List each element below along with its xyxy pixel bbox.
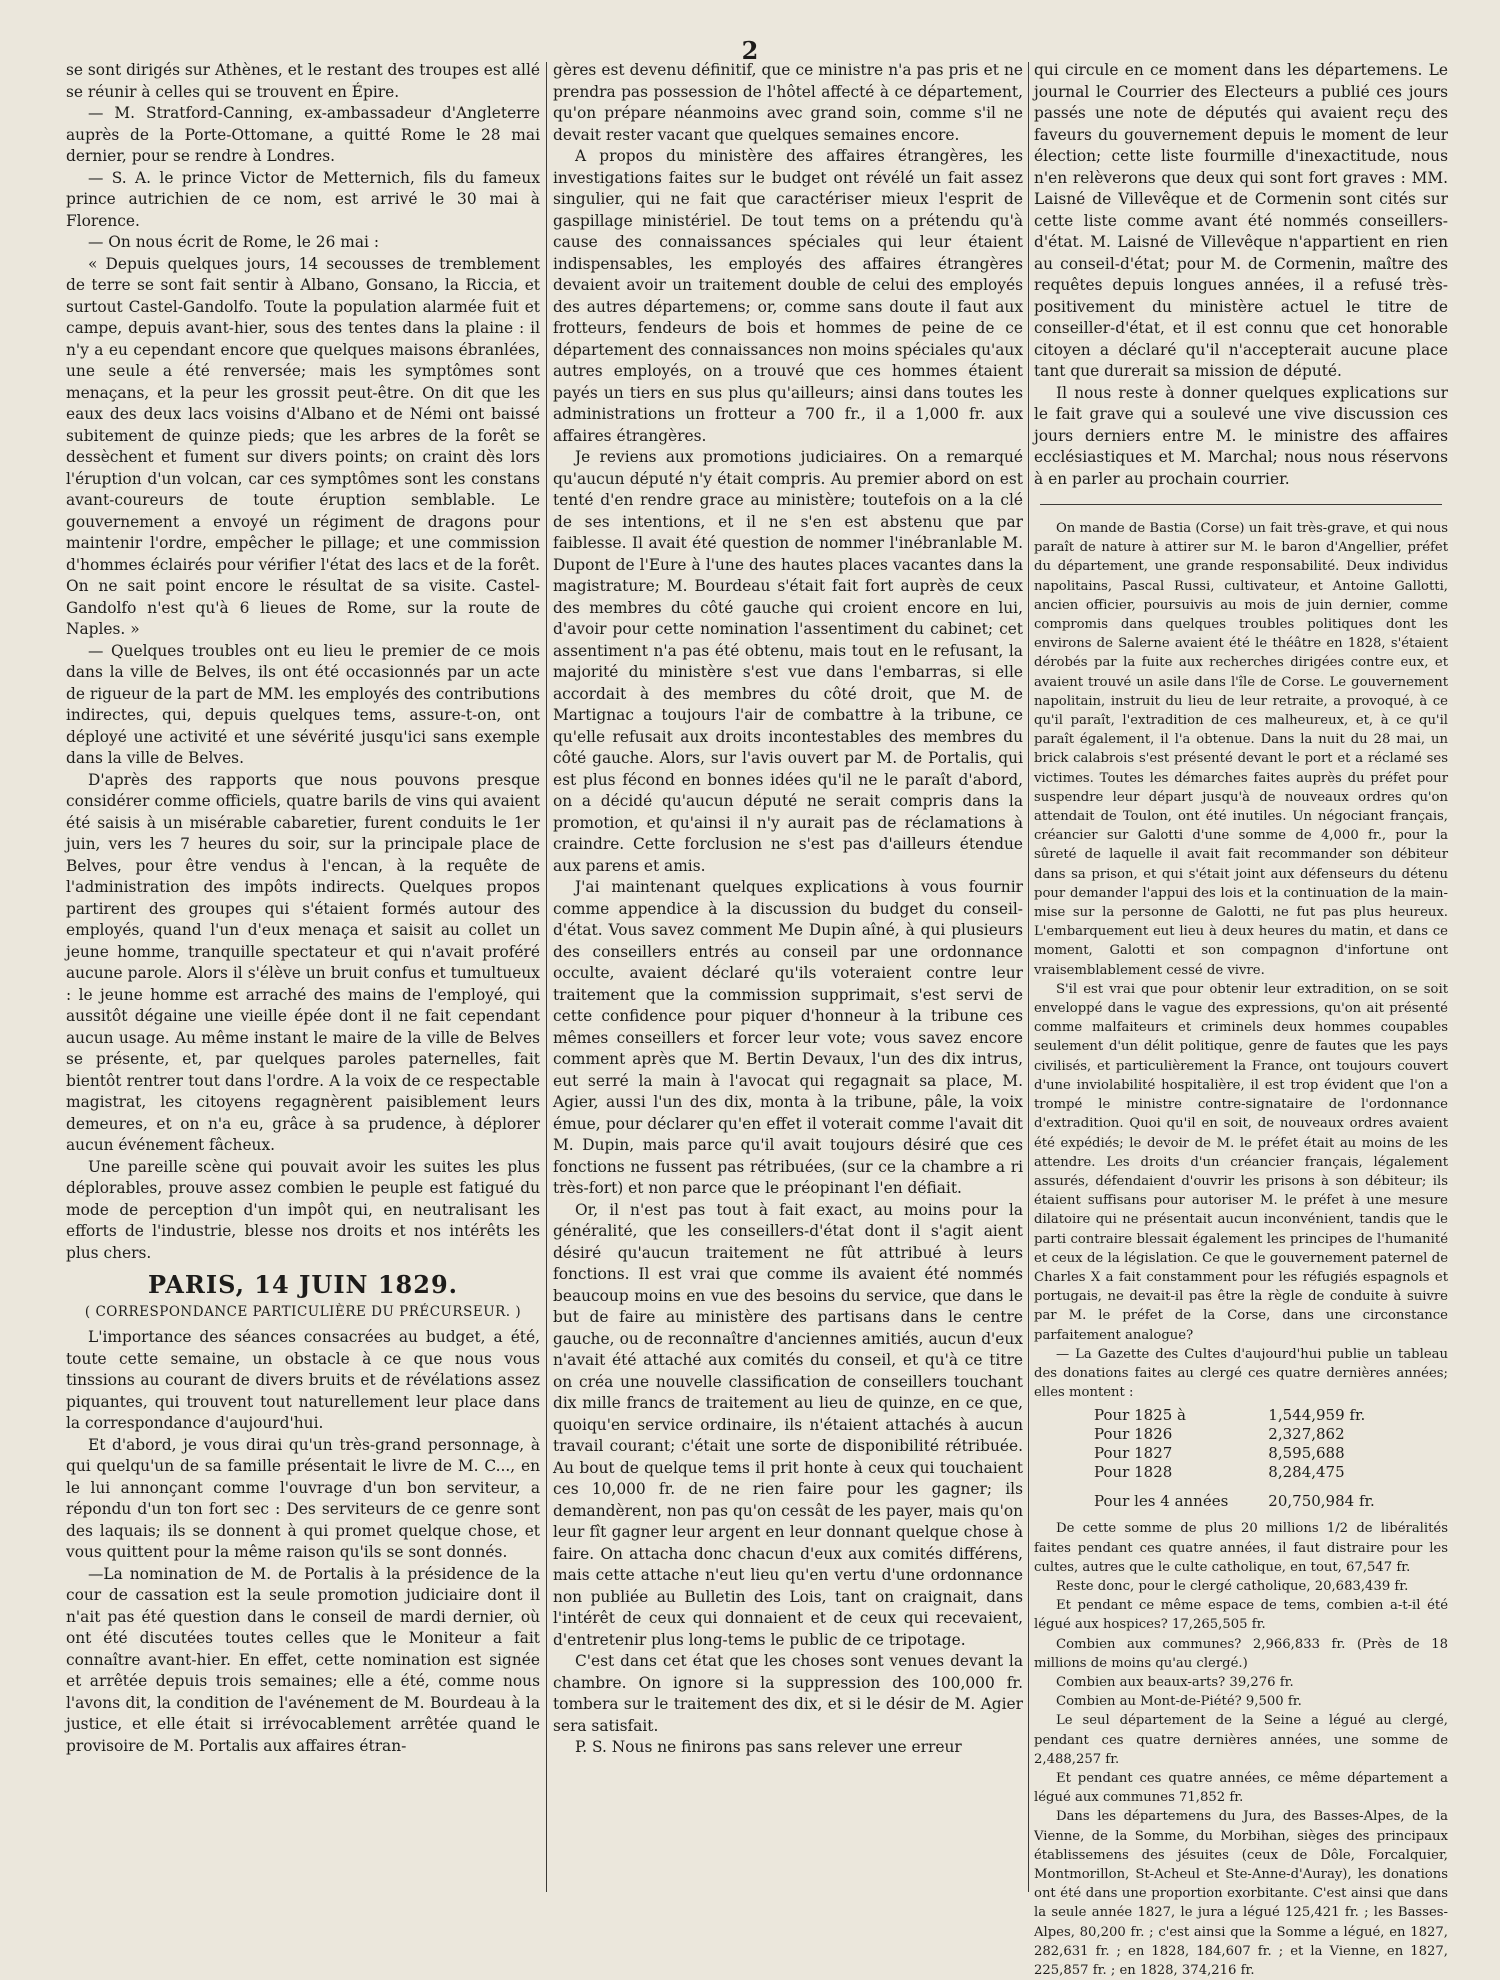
paragraph: L'importance des séances consacrées au budget, a été, toute cette semaine, un obstacle à ce que nous vous tinssions au courant de divers bruits et de révélations assez piquantes, qui trouvent tout naturellement leur place dans la correspondance d'aujourd'hui. bbox=[66, 1328, 540, 1432]
paragraph: Le seul département de la Seine a légué au clergé, pendant ces quatre dernières années, une somme de 2,488,257 fr. bbox=[1034, 1713, 1448, 1767]
page-number: 2 bbox=[741, 36, 759, 65]
paragraph: D'après des rapports que nous pouvons presque considérer comme officiels, quatre barils de vins qui avaient été saisis à un misérable cabaretier, furent conduits le 1er juin, vers les 7 heures du soir, sur la principale place de Belves, pour être vendus à l'encan, à la requête de l'administration des impôts indirects. Quelques propos partirent des groupes qui s'étaient formés autour des employés, quand l'un d'eux menaça et saisit au collet un jeune homme, tranquille spectateur et qui n'avait proféré aucune parole. Alors il s'élève un bruit confus et tumultueux : le jeune homme est arraché des mains de l'employé, qui aussitôt dégaine une vieille épée dont il ne fait cependant aucun usage. Au même instant le maire de la ville de Belves se présente, et, par quelques paroles paternelles, fait bientôt rentrer tout dans l'ordre. A la voix de ce respectable magistrat, les citoyens regagnèrent paisiblement leurs demeures, et on n'a eu, grâce à sa prudence, à déplorer aucun événement fâcheux. bbox=[66, 770, 540, 1154]
paragraph: Je reviens aux promotions judiciaires. On a remarqué qu'aucun député n'y était compris. Au premier abord on est tenté d'en rendre grace au ministère; toutefois on a la clé de ses intentions, et il ne s'en est abstenu que par faiblesse. Il avait été question de nommer l'inébranlable M. Dupont de l'Eure à l'une des hautes places vacantes dans la magistrature; M. Bourdeau s'était fait fort auprès de ceux des membres du côté gauche qui croient encore en lui, d'avoir pour cette nomination l'assentiment du cabinet; cet assentiment n'a pas été obtenu, mais tout en le refusant, la majorité du ministère s'est vue dans l'embarras, si elle accordait à des membres du côté droit, que M. de Martignac a toujours l'air de combattre à la tribune, ce qu'elle refusait aux droits incontestables des membres du côté gauche. Alors, sur l'avis ouvert par M. de Portalis, qui est plus fécond en bonnes idées qu'il ne le paraît d'abord, on a décidé qu'aucun député ne serait compris dans la promotion, et qu'ainsi il n'y aurait pas de réclamations à craindre. Cette forclusion ne s'est pas d'ailleurs étendue aux parens et amis. bbox=[553, 448, 1023, 875]
paragraph: S'il est vrai que pour obtenir leur extradition, on se soit enveloppé dans le vague des expressions, qu'on ait présenté comme malfaiteurs et criminels deux hommes coupables seulement d'un délit politique, genre de fautes que les pays civilisés, et particulièrement la France, ont toujours couvert d'une inviolabilité hospitalière, il est trop évident que l'on a trompé le ministre contre-signataire de l'ordonnance d'extradition. Quoi qu'il en soit, de nouveaux ordres avaient été expédiés; le devoir de M. le préfet était au moins de les attendre. Les droits d'un créancier français, légalement assurés, défendaient d'ouvrir les prisons à son débiteur; ils étaient suffisans pour autoriser M. le préfet à une mesure dilatoire qui ne présentait aucun inconvénient, tandis que le parti contraire blessait également les principes de l'humanité et ceux de la législation. Ce que le gouvernement paternel de Charles X a fait constamment pour les réfugiés espagnols et portugais, ne devait-il pas être la règle de conduite à suivre par M. le préfet de la Corse, dans une circonstance parfaitement analogue? bbox=[1034, 981, 1448, 1343]
donation-value: 8,595,688 bbox=[1268, 1444, 1345, 1463]
paragraph: — La Gazette des Cultes d'aujourd'hui publie un tableau des donations faites au clergé ces quatre dernières années; elles montent : bbox=[1034, 1346, 1448, 1401]
donation-total-value: 20,750,984 fr. bbox=[1268, 1492, 1375, 1511]
donation-value: 1,544,959 fr. bbox=[1268, 1406, 1366, 1425]
paragraph: Et pendant ces quatre années, ce même département a légué aux communes 71,852 fr. bbox=[1034, 1770, 1448, 1806]
donation-year: Pour 1828 bbox=[1094, 1463, 1173, 1482]
paragraph: Il nous reste à donner quelques explications sur le fait grave qui a soulevé une vive discussion ces jours derniers entre M. le ministre des affaires ecclésiastiques et M. Marchal; nous nous réservons à en parler au prochain courrier. bbox=[1034, 383, 1448, 488]
donations-table bbox=[1094, 1406, 1385, 1511]
table-row bbox=[1094, 1425, 1385, 1444]
paragraph: P. S. Nous ne finirons pas sans relever une erreur bbox=[575, 1738, 962, 1756]
donation-value: 2,327,862 bbox=[1268, 1425, 1345, 1444]
paragraph: gères est devenu définitif, que ce ministre n'a pas pris et ne prendra pas possession de l'hôtel affecté à ce département, qu'on prépare néanmoins avec grand soin, comme s'il ne devait rester vacant que quelques semaines encore. bbox=[553, 61, 1023, 144]
donation-year: Pour 1825 à bbox=[1094, 1406, 1186, 1425]
table-row bbox=[1094, 1406, 1385, 1425]
donation-year: Pour 1826 bbox=[1094, 1425, 1173, 1444]
paragraph: Une pareille scène qui pouvait avoir les suites les plus déplorables, prouve assez combien le peuple est fatigué du mode de perception d'un impôt qui, en neutralisant les efforts de l'industrie, blesse nos droits et nos intérêts les plus chers. bbox=[66, 1157, 540, 1262]
table-total-row bbox=[1094, 1482, 1385, 1511]
table-row bbox=[1094, 1444, 1385, 1463]
paragraph: Combien aux beaux-arts? 39,276 fr. bbox=[1056, 1674, 1294, 1690]
column-3 bbox=[1034, 60, 1448, 1979]
paragraph: Reste donc, pour le clergé catholique, 20,683,439 fr. bbox=[1056, 1578, 1409, 1594]
section-divider bbox=[1040, 504, 1442, 505]
paragraph: se sont dirigés sur Athènes, et le restant des troupes est allé se réunir à celles qui se trouvent en Épire. bbox=[66, 61, 540, 101]
column-1 bbox=[66, 60, 540, 1895]
paragraph: De cette somme de plus 20 millions 1/2 de libéralités faites pendant ces quatre années, il faut distraire pour les cultes, autres que le culte catholique, en tout, 67,547 fr. bbox=[1034, 1521, 1448, 1575]
paragraph: A propos du ministère des affaires étrangères, les investigations faites sur le budget ont révélé un fait assez singulier, qui ne fait que caractériser mieux l'esprit de gaspillage ministériel. De tout tems on a prétendu qu'à cause des connaissances spéciales qui leur étaient indispensables, les employés des affaires étrangères devaient avoir un traitement double de celui des employés des autres départemens; or, comme sans doute il faut aux frotteurs, fendeurs de bois et hommes de peine de ce département des connaissances non moins spéciales qu'aux autres employés, on a trouvé que ces hommes étaient payés un tiers en sus plus qu'ailleurs; ainsi dans toutes les administrations un frotteur a 700 fr., il a 1,000 fr. aux affaires étrangères. bbox=[553, 147, 1023, 445]
paragraph: C'est dans cet état que les choses sont venues devant la chambre. On ignore si la suppression des 100,000 fr. tombera sur le traitement des dix, et si le désir de M. Agier sera satisfait. bbox=[553, 1652, 1023, 1735]
column-rule-right bbox=[1028, 62, 1029, 1892]
paragraph: « Depuis quelques jours, 14 secousses de tremblement de terre se sont fait sentir à Albano, Gonsano, la Riccia, et surtout Castel-Gandolfo. Toute la population alarmée fuit et campe, depuis avant-hier, sous des tentes dans la plaine : il n'y a eu cependant encore que quelques maisons ébranlées, une seule a été renversée; mais les symptômes sont menaçans, et la peur les grossit peut-être. On dit que les eaux des deux lacs voisins d'Albano et de Némi ont baissé subitement de quinze pieds; que les arbres de la forêt se dessèchent et fument sur divers points; on craint dès lors l'éruption d'un volcan, car ces symptômes sont les constans avant-coureurs de toute éruption semblable. Le gouvernement a envoyé un régiment de dragons pour maintenir l'ordre, empêcher le pillage; et une commission d'hommes éclairés pour vérifier l'état des lacs et de la forêt. On ne sait point encore le résultat de sa visite. Castel-Gandolfo n'est qu'à 6 lieues de Rome, sur la route de Naples. » bbox=[66, 254, 540, 638]
column-rule-left bbox=[546, 62, 547, 1892]
paragraph: —La nomination de M. de Portalis à la présidence de la cour de cassation est la seule promotion judiciaire dont il n'ait pas été question dans le conseil de mardi dernier, où ont été discutées toutes celles que le Moniteur a fait connaître avant-hier. En effet, cette nomination est signée et arrêtée depuis trois semaines; elle a été, comme nous l'avons dit, la condition de l'avénement de M. Bourdeau à la justice, et elle était si irrévocablement arrêtée quand le provisoire de M. Portalis aux affaires étran- bbox=[66, 1564, 540, 1755]
paragraph: Combien aux communes? 2,966,833 fr. (Près de 18 millions de moins qu'au clergé.) bbox=[1034, 1636, 1448, 1671]
paragraph: — On nous écrit de Rome, le 26 mai : bbox=[88, 233, 380, 251]
paragraph: Et pendant ce même espace de tems, combien a-t-il été légué aux hospices? 17,265,505 fr. bbox=[1034, 1598, 1448, 1633]
paragraph: Or, il n'est pas tout à fait exact, au moins pour la généralité, que les conseillers-d'état dont il s'agit aient désiré qu'aucun traitement ne fût attribué à leurs fonctions. Il est vrai que comme ils avaient été nommés beaucoup moins en vue des besoins du service, que dans le but de faire au ministère des partisans dans le centre gauche, ou de reconnaître d'anciennes amitiés, aucun d'eux n'avait été attaché aux comités du conseil, et qu'à ce titre on créa une nouvelle classification de conseillers touchant dix mille francs de traitement au lieu de quinze, en ce que, quoiqu'en service ordinaire, ils n'étaient attachés à aucun travail courant; c'était une sorte de disponibilité rétribuée. Au bout de quelque tems il prit honte à ceux qui touchaient ces 10,000 fr. de ne rien faire pour les gagner; ils demandèrent, non pas qu'on cessât de les payer, mais qu'on leur fît gagner leur argent en leur donnant quelque chose à faire. On attacha donc chacun d'eux aux comités différens, mais cette attache n'eut lieu qu'en vertu d'une ordonnance non publiée au Bulletin des Lois, tant on craignait, dans l'intérêt de ceux qui donnaient et de ceux qui recevaient, d'entretenir plus long-tems le public de ce tripotage. bbox=[553, 1200, 1023, 1649]
table-row bbox=[1094, 1463, 1385, 1482]
paragraph: — S. A. le prince Victor de Metternich, fils du fameux prince autrichien de ce nom, est arrivé le 30 mai à Florence. bbox=[66, 168, 540, 230]
paragraph: — M. Stratford-Canning, ex-ambassadeur d'Angleterre auprès de la Porte-Ottomane, a quitté Rome le 28 mai dernier, pour se rendre à Londres. bbox=[66, 104, 540, 165]
paragraph: — Quelques troubles ont eu lieu le premier de ce mois dans la ville de Belves, ils ont été occasionnés par un acte de rigueur de la part de MM. les employés des contributions indirectes, qui, depuis quelques tems, assure-t-on, ont déployé une activité et une sévérité jusqu'ici sans exemple dans la ville de Belves. bbox=[66, 641, 540, 767]
section-heading: PARIS, 14 JUIN 1829. bbox=[148, 1270, 458, 1299]
paragraph: Combien au Mont-de-Piété? 9,500 fr. bbox=[1056, 1694, 1302, 1710]
column-2 bbox=[553, 60, 1023, 1895]
paragraph: J'ai maintenant quelques explications à vous fournir comme appendice à la discussion du budget du conseil-d'état. Vous savez comment Me Dupin aîné, à qui plusieurs des conseillers entrés au conseil par une ordonnance occulte, avaient déclaré qu'ils voteraient contre leur traitement que la commission supprimait, s'est servi de cette confidence pour piquer d'honneur à la tribune ces mêmes conseillers et forcer leur vote; vous savez encore comment après que M. Bertin Devaux, l'un des dix intrus, eut serré la main à l'avocat qui regagnait sa place, M. Agier, aussi l'un des dix, monta à la tribune, pâle, la voix émue, pour déclarer qu'en effet il voterait comme l'avait dit M. Dupin, mais parce qu'il avait toujours désiré que ces fonctions ne fussent pas rétribuées, (sur ce la chambre a ri très-fort) et non parce que le préopinant l'en défiait. bbox=[553, 878, 1023, 1197]
donation-year: Pour 1827 bbox=[1094, 1444, 1173, 1463]
paragraph: Et d'abord, je vous dirai qu'un très-grand personnage, à qui quelqu'un de sa famille présentait le livre de M. C..., en le lui annonçant comme l'ouvrage d'un bon serviteur, a répondu d'un ton fort sec : Des serviteurs de ce genre sont des laquais; ils se donnent à qui promet quelque chose, et vous quittent pour la même raison qu'ils se sont donnés. bbox=[66, 1435, 540, 1561]
donation-value: 8,284,475 bbox=[1268, 1463, 1345, 1482]
section-subheading: ( CORRESPONDANCE PARTICULIÈRE DU PRÉCURSEUR. ) bbox=[84, 1303, 522, 1320]
donation-total-label: Pour les 4 années bbox=[1094, 1492, 1229, 1511]
small-print-section bbox=[1034, 519, 1448, 1980]
paragraph: On mande de Bastia (Corse) un fait très-grave, et qui nous paraît de nature à attirer sur M. le baron d'Angellier, préfet du département, une grande responsabilité. Deux individus napolitains, Pascal Russi, cultivateur, et Antoine Gallotti, ancien officier, poursuivis au mois de juin dernier, comme compromis dans quelques troubles politiques dont les environs de Salerne avaient été le théâtre en 1828, s'étaient dérobés par la fuite aux recherches dirigées contre eux, et avaient trouvé un asile dans l'île de Corse. Le gouvernement napolitain, instruit du lieu de leur retraite, a provoqué, à ce qu'il paraît, l'extradition de ces malheureux, et, à ce qu'il paraît également, il l'a obtenue. Dans la nuit du 28 mai, un brick calabrois s'est présenté devant le port et a réclamé ses victimes. Toutes les démarches faites auprès du préfet pour suspendre leur départ jusqu'à de nouveaux ordres qu'on attendait de Toulon, ont été inutiles. Un négociant français, créancier sur Galotti d'une somme de 4,000 fr., pour la sûreté de laquelle il avait fait recommander son débiteur dans sa prison, et qui s'était joint aux défenseurs du détenu pour demander l'appui des lois et la continuation de la main-mise sur la personne de Galotti, ne fut pas plus heureux. L'embarquement eut lieu à deux heures du matin, et dans ce moment, Galotti et son compagnon d'infortune ont vraisemblablement cessé de vivre. bbox=[1034, 521, 1448, 978]
paragraph: qui circule en ce moment dans les départemens. Le journal le Courrier des Electeurs a publié ces jours passés une note de députés qui avaient reçu des faveurs du gouvernement depuis le moment de leur élection; cette liste fourmille d'inexactitude, nous n'en relèverons que deux qui sont fort graves : MM. Laisné de Villevêque et de Cormenin sont cités sur cette liste comme avant été nommés conseillers-d'état. M. Laisné de Villevêque n'appartient en rien au conseil-d'état; pour M. de Cormenin, maître des requêtes depuis longues années, il a refusé très-positivement du ministère actuel le titre de conseiller-d'état, et il est connu que cet honorable citoyen a déclaré qu'il n'accepterait aucune place tant que durerait sa mission de député. bbox=[1034, 61, 1448, 380]
paragraph: Dans les départemens du Jura, des Basses-Alpes, de la Vienne, de la Somme, du Morbihan, sièges des principaux établissemens des jésuites (ceux de Dôle, Forcalquier, Montmorillon, St-Acheul et Ste-Anne-d'Auray), les donations ont été dans une proportion exorbitante. C'est ainsi que dans la seule année 1827, le jura a légué 125,421 fr. ; les Basses-Alpes, 80,200 fr. ; c'est ainsi que la Somme a légué, en 1827, 282,631 fr. ; en 1828, 184,607 fr. ; et la Vienne, en 1827, 225,857 fr. ; en 1828, 374,216 fr. bbox=[1034, 1809, 1448, 1979]
